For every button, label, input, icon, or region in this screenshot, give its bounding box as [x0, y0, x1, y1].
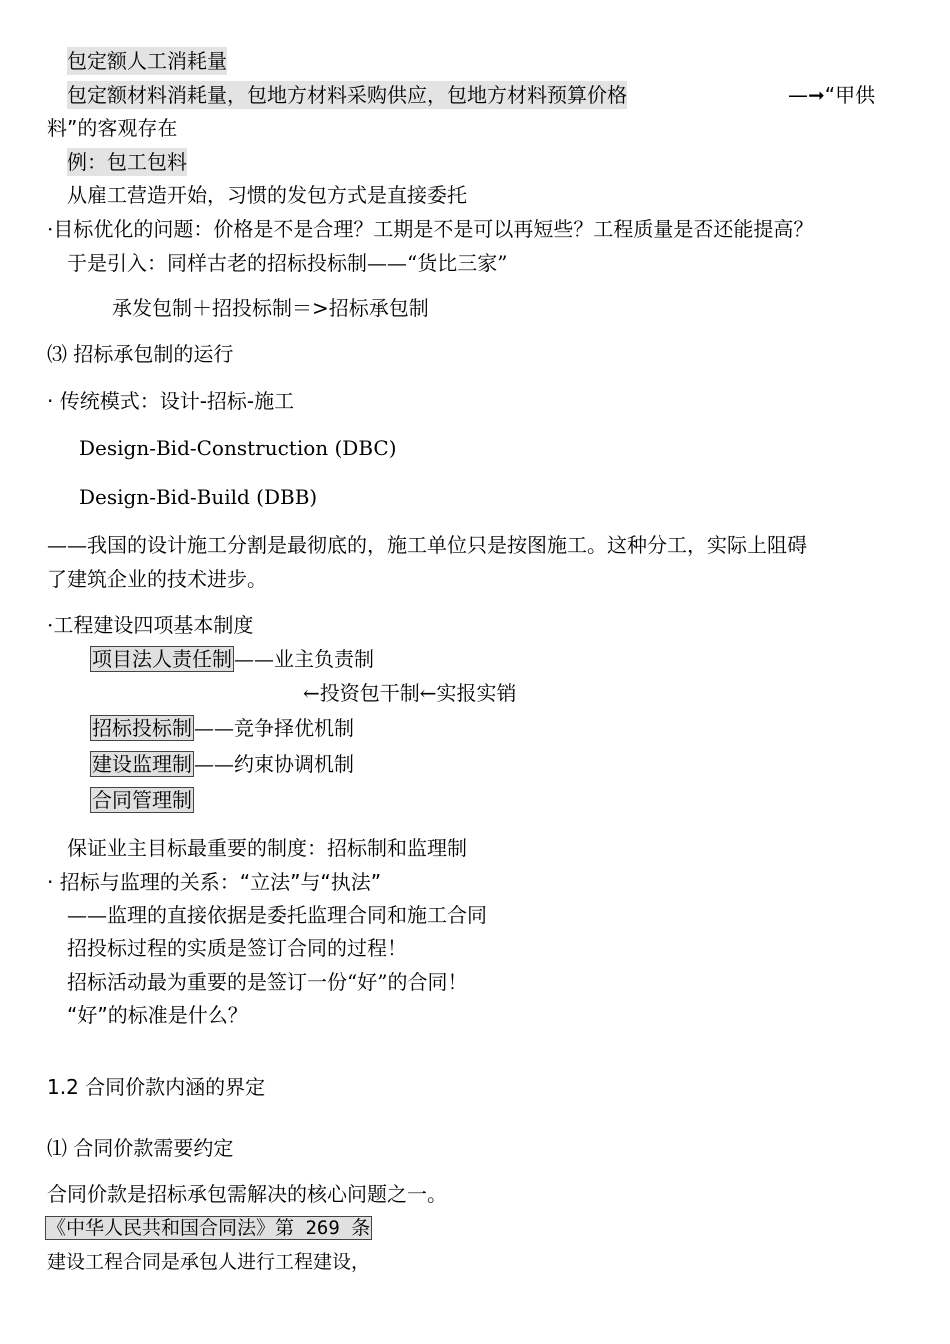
line-goal-optimization: ·目标优化的问题：价格是不是合理？工期是不是可以再短些？工程质量是否还能提高？	[47, 217, 814, 241]
system-supervision-label: 建设监理制	[92, 752, 192, 776]
system-supervision	[90, 750, 354, 778]
system-legal-person	[90, 645, 374, 673]
line-example: 例：包工包料	[67, 150, 187, 174]
line-contract-price-core: 合同价款是招标承包需解决的核心问题之一。	[47, 1182, 447, 1206]
line-labor-quota: 包定额人工消耗量	[67, 49, 227, 73]
direct-commission-text: 直接委托	[387, 183, 467, 207]
system-bidding	[90, 714, 354, 742]
system-legal-person-desc: ——业主负责制	[234, 647, 374, 671]
line-bidding-essence: 招投标过程的实质是签订合同的过程！	[67, 936, 407, 960]
line-owner-supplied-cont: 料”的客观存在	[47, 116, 178, 140]
line-four-systems: ·工程建设四项基本制度	[47, 613, 254, 637]
heading-bidding-operation: ⑶ 招标承包制的运行	[47, 342, 234, 366]
line-hiring-origin	[67, 181, 467, 209]
heading-contract-price: ⑴ 合同价款需要约定	[47, 1136, 234, 1160]
system-contract-label: 合同管理制	[92, 788, 192, 812]
line-traditional-mode: · 传统模式：设计-招标-施工	[47, 389, 295, 413]
line-hiring-origin-text: 从雇工营造开始，习惯的发包方式是	[67, 183, 387, 207]
line-construction-contract-def: 建设工程合同是承包人进行工程建设，	[47, 1251, 371, 1273]
line-introduce-bidding: 于是引入：同样古老的招标投标制——“货比三家”	[67, 251, 508, 275]
section-heading-1-2: 1.2 合同价款内涵的界定	[47, 1075, 266, 1099]
line-supervision-basis: ——监理的直接依据是委托监理合同和施工合同	[67, 903, 487, 927]
line-bidding-supervision-relation: · 招标与监理的关系：“立法”与“执法”	[47, 870, 382, 894]
line-owner-supplied-arrow: —➞“甲供	[788, 83, 876, 107]
system-bidding-desc: ——竞争择优机制	[194, 716, 354, 740]
system-legal-person-label: 项目法人责任制	[92, 647, 232, 671]
system-supervision-desc: ——约束协调机制	[194, 752, 354, 776]
line-material-quota: 包定额材料消耗量，包地方材料采购供应，包地方材料预算价格	[67, 83, 627, 107]
line-dbc: Design-Bid-Construction (DBC)	[79, 436, 397, 460]
line-design-construction-split: ——我国的设计施工分割是最彻底的，施工单位只是按图施工。这种分工，实际上阻碍	[47, 533, 807, 557]
line-investment-evolution: ←投资包干制←实报实销	[303, 681, 517, 705]
line-good-contract: 招标活动最为重要的是签订一份“好”的合同！	[67, 970, 468, 994]
system-bidding-label: 招标投标制	[92, 716, 192, 740]
line-key-systems: 保证业主目标最重要的制度：招标制和监理制	[67, 836, 467, 860]
line-dbb: Design-Bid-Build (DBB)	[79, 485, 318, 509]
law-citation-label: 《中华人民共和国合同法》第 269 条	[47, 1217, 371, 1239]
line-good-standard: “好”的标准是什么？	[67, 1003, 248, 1027]
system-contract	[90, 786, 194, 814]
line-formula: 承发包制＋招投标制＝>招标承包制	[112, 296, 429, 320]
line-design-construction-split-cont: 了建筑企业的技术进步。	[47, 567, 267, 591]
law-citation	[45, 1213, 372, 1242]
